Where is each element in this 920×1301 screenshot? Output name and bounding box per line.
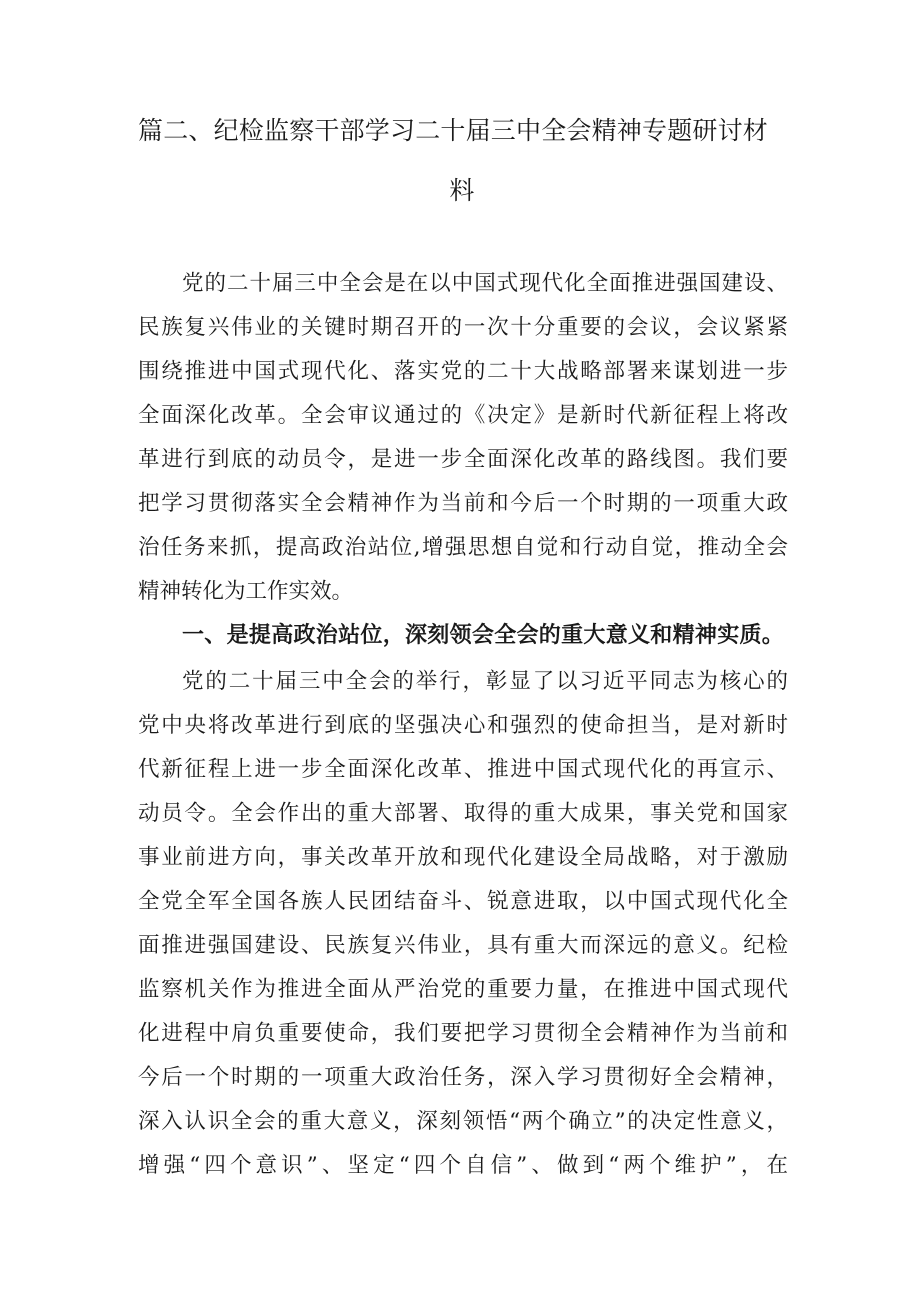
document-title-line-1: 篇二、纪检监察干部学习二十届三中全会精神专题研讨材 (138, 116, 769, 145)
paragraph-line: 民族复兴伟业的关键时期召开的一次十分重要的会议，会议紧紧 (138, 315, 788, 340)
paragraph-line: 监察机关作为推进全面从严治党的重要力量，在推进中国式现代 (138, 977, 788, 1002)
section-heading-1: 一、是提高政治站位，深刻领会全会的重大意义和精神实质。 (182, 623, 785, 648)
paragraph-line: 党的二十届三中全会的举行，彰显了以习近平同志为核心的 (182, 669, 788, 694)
paragraph-line: 深入认识全会的重大意义，深刻领悟“两个确立”的决定性意义， (138, 1109, 788, 1134)
section-heading-wrapper (138, 614, 788, 658)
paragraph-line: 化进程中肩负重要使命，我们要把学习贯彻全会精神作为当前和 (138, 1021, 788, 1046)
paragraph-line: 精神转化为工作实效。 (138, 579, 354, 604)
paragraph-line: 今后一个时期的一项重大政治任务，深入学习贯彻好全会精神， (138, 1065, 788, 1090)
paragraph-line: 代新征程上进一步全面深化改革、推进中国式现代化的再宣示、 (138, 757, 788, 782)
paragraph-line: 治任务来抓，提高政治站位,增强思想自觉和行动自觉，推动全会 (138, 535, 788, 560)
paragraph-line: 增强“四个意识”、坚定“四个自信”、做到“两个维护”，在 (138, 1153, 788, 1178)
paragraph-line: 围绕推进中国式现代化、落实党的二十大战略部署来谋划进一步 (138, 359, 788, 384)
paragraph-line: 事业前进方向，事关改革开放和现代化建设全局战略，对于激励 (138, 845, 788, 870)
document-title-line-2: 料 (449, 176, 475, 205)
paragraph-line: 全面深化改革。全会审议通过的《决定》是新时代新征程上将改 (138, 403, 788, 428)
paragraph-line: 把学习贯彻落实全会精神作为当前和今后一个时期的一项重大政 (138, 491, 788, 516)
paragraph-intro (138, 262, 788, 622)
paragraph-line: 面推进强国建设、民族复兴伟业，具有重大而深远的意义。纪检 (138, 933, 788, 958)
paragraph-line: 动员令。全会作出的重大部署、取得的重大成果，事关党和国家 (138, 801, 788, 826)
paragraph-line: 党中央将改革进行到底的坚强决心和强烈的使命担当，是对新时 (138, 713, 788, 738)
paragraph-line: 党的二十届三中全会是在以中国式现代化全面推进强国建设、 (182, 271, 788, 296)
paragraph-line: 全党全军全国各族人民团结奋斗、锐意进取，以中国式现代化全 (138, 889, 788, 914)
paragraph-line: 革进行到底的动员令，是进一步全面深化改革的路线图。我们要 (138, 447, 788, 472)
paragraph-section-1 (138, 660, 788, 1190)
